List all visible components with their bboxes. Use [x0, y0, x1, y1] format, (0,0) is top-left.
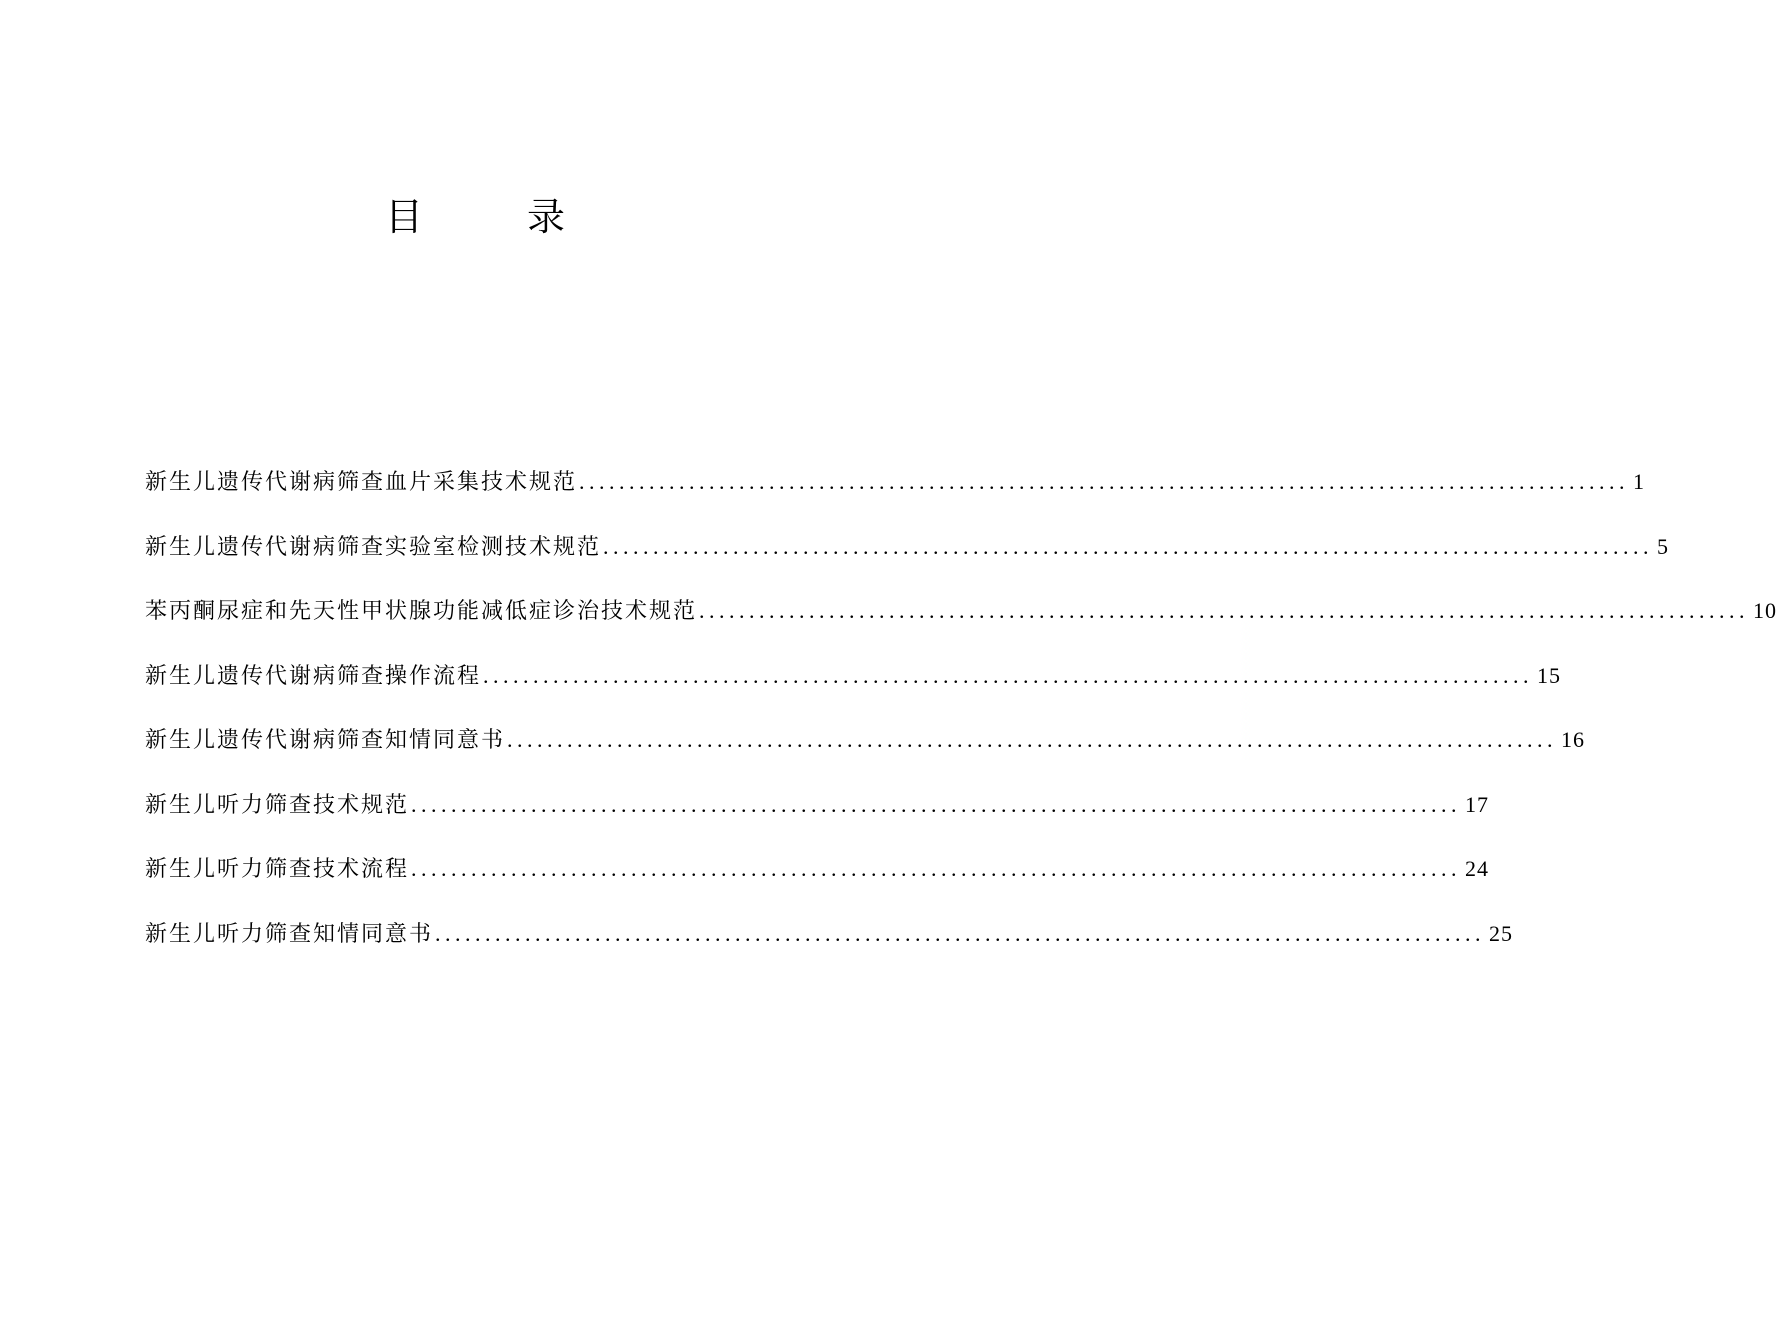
- toc-entry-title: 新生儿听力筛查技术规范: [145, 792, 410, 818]
- toc-dot-leader: .........................................................................................................: [435, 920, 1486, 946]
- toc-entry-title: 新生儿听力筛查知情同意书: [145, 921, 434, 947]
- page-title: 目 录: [384, 195, 612, 239]
- toc-entry[interactable]: [145, 591, 1777, 656]
- toc-entry-title: 新生儿遗传代谢病筛查实验室检测技术规范: [145, 534, 602, 560]
- toc-dot-leader: .........................................................................................................: [507, 727, 1558, 752]
- toc-entry[interactable]: [145, 849, 1490, 914]
- toc-entry-page: 16: [1561, 727, 1586, 752]
- toc-entry[interactable]: [145, 720, 1586, 785]
- toc-entry-page: 15: [1537, 662, 1562, 688]
- toc-dot-leader: .........................................................................................................: [483, 662, 1534, 688]
- toc-entry-title: 新生儿遗传代谢病筛查知情同意书: [145, 728, 506, 753]
- toc-entry-page: 25: [1489, 920, 1514, 946]
- toc-entry-page: 24: [1465, 856, 1490, 881]
- toc-entry-title: 苯丙酮尿症和先天性甲状腺功能减低症诊治技术规范: [145, 599, 698, 624]
- toc-entry-page: 10: [1753, 598, 1777, 623]
- toc-entry[interactable]: [145, 656, 1562, 721]
- table-of-contents: [145, 462, 1777, 978]
- toc-dot-leader: .........................................................................................................: [411, 856, 1462, 881]
- toc-dot-leader: .........................................................................................................: [603, 533, 1654, 559]
- toc-entry-title: 新生儿听力筛查技术流程: [145, 857, 410, 882]
- toc-entry-title: 新生儿遗传代谢病筛查血片采集技术规范: [145, 470, 578, 495]
- toc-entry[interactable]: [145, 785, 1490, 850]
- toc-entry-page: 5: [1657, 533, 1670, 559]
- toc-entry-title: 新生儿遗传代谢病筛查操作流程: [145, 663, 482, 689]
- toc-dot-leader: .........................................................................................................: [699, 598, 1750, 623]
- toc-entry[interactable]: [145, 914, 1514, 979]
- toc-entry[interactable]: [145, 462, 1646, 527]
- toc-entry-page: 17: [1465, 791, 1490, 817]
- toc-dot-leader: .........................................................................................................: [579, 469, 1630, 494]
- toc-dot-leader: .........................................................................................................: [411, 791, 1462, 817]
- toc-entry-page: 1: [1633, 469, 1646, 494]
- toc-entry[interactable]: [145, 527, 1670, 592]
